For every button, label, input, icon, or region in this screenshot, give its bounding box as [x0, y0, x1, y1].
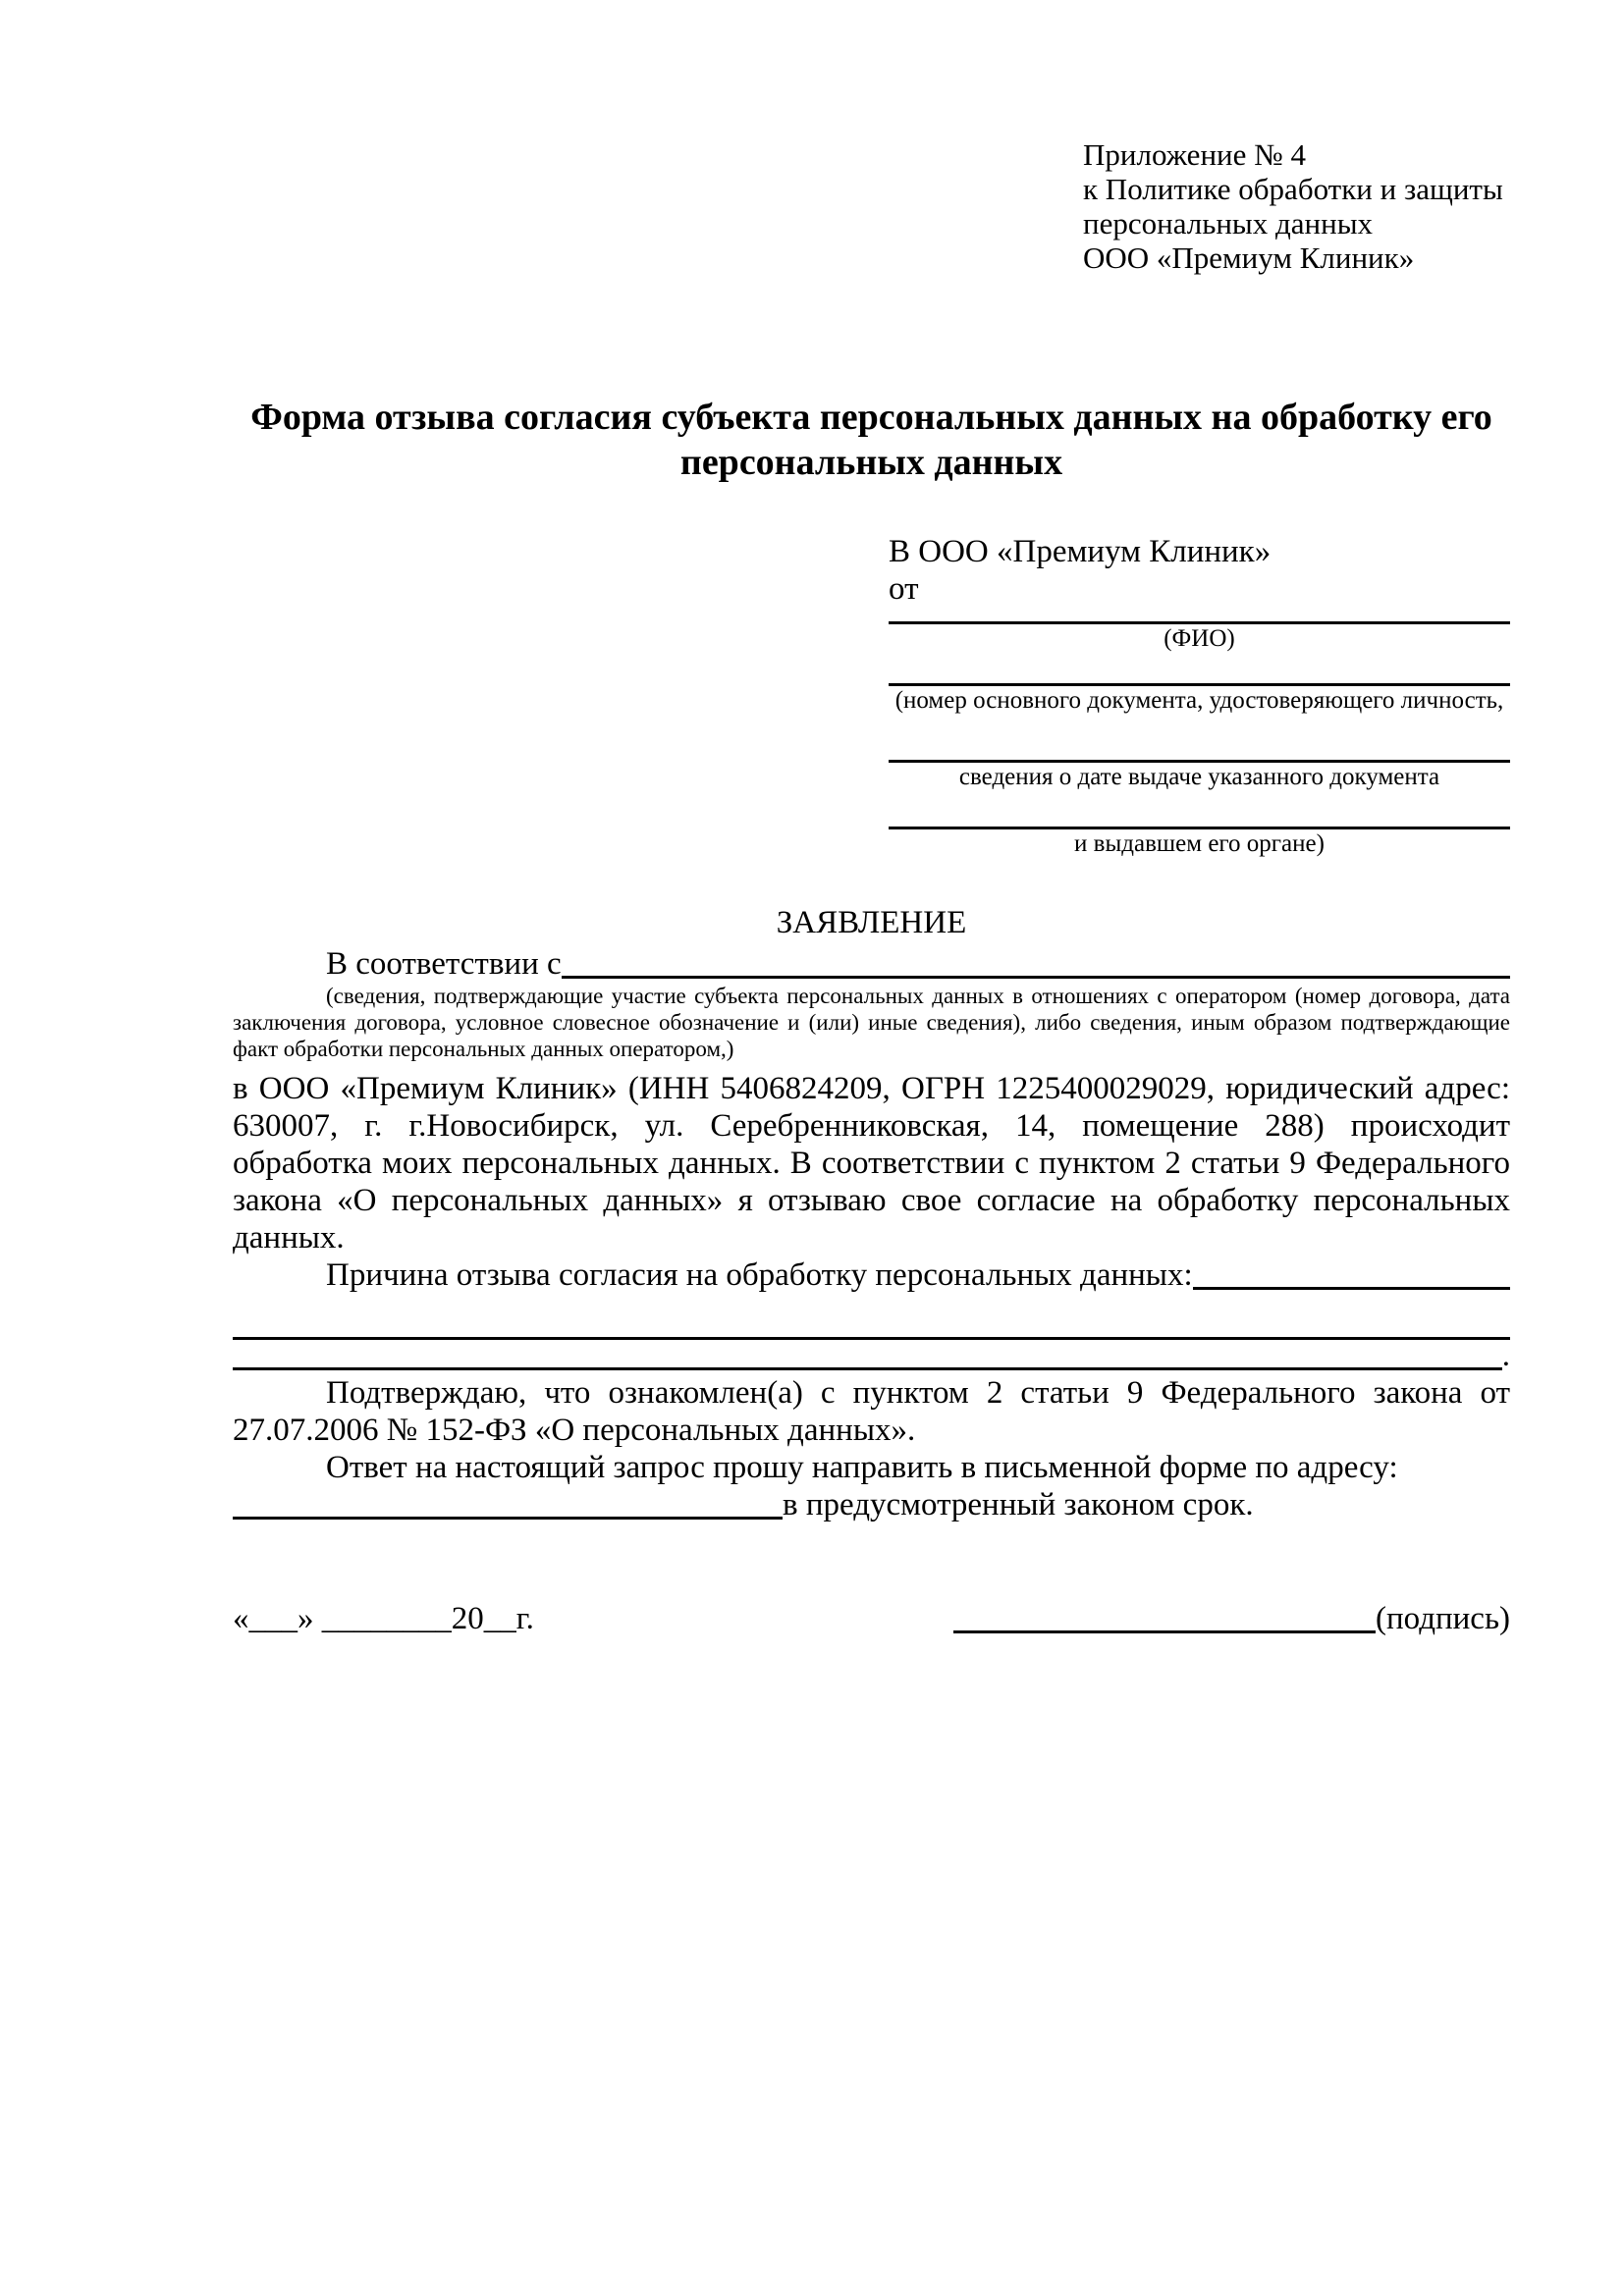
intro-prefix: В соответствии с [326, 946, 562, 982]
signature-caption: (подпись) [1376, 1601, 1510, 1636]
annex-line: Приложение № 4 [1083, 137, 1306, 172]
reason-blank-line-3[interactable] [233, 1337, 1502, 1370]
id-doc-blank-line-1[interactable] [889, 654, 1510, 686]
basis-blank-line[interactable] [562, 945, 1510, 979]
reply-address-blank-line[interactable] [233, 1486, 783, 1520]
confirm-paragraph: Подтверждаю, что ознакомлен(а) с пунктом 2 статьи 9 Федерального закона от 27.07.2006 № 152-ФЗ «О персональных данных». [233, 1375, 1510, 1448]
id-doc-caption-2: сведения о дате выдаче указанного документа [958, 764, 1440, 790]
id-doc-blank-line-3[interactable] [889, 792, 1510, 829]
annex-line: ООО «Премиум Клиник» [1083, 240, 1415, 275]
reply-address-row [233, 1486, 1510, 1523]
addressee-from-label: от [889, 571, 919, 607]
id-doc-blank-line-2[interactable] [889, 716, 1510, 763]
annex-line: персональных данных [1083, 206, 1374, 240]
reason-row [233, 1256, 1510, 1294]
reason-prefix: Причина отзыва согласия на обработку персональных данных: [326, 1257, 1193, 1293]
annex-block [1083, 137, 1510, 275]
reply-request-text: Ответ на настоящий запрос прошу направить в письменной форме по адресу: [326, 1450, 1398, 1485]
date-field[interactable]: «___» ________20__г. [233, 1601, 534, 1636]
addressee-to: В ООО «Премиум Клиник» [889, 534, 1272, 569]
footnote: (сведения, подтверждающие участие субъекта персональных данных в отношениях с оператором (номер договора, дата заключения договора, условное словесное обозначение и (или) иные сведения), либо сведения, иным образом подтверждающие факт обработки персональных данных оператором,) [233, 984, 1510, 1061]
blank-line-terminator: . [1501, 1338, 1510, 1373]
reason-continuation-row-2 [233, 1337, 1510, 1374]
signature-blank-line[interactable] [953, 1600, 1376, 1633]
fio-blank-line[interactable] [889, 608, 1510, 624]
main-paragraph: в ООО «Премиум Клиник» (ИНН 5406824209, ОГРН 1225400029029, юридический адрес: 630007, г. г.Новосибирск, ул. Серебренниковская, 14, помещение 288) происходит обработка моих персональных данных. В соответствии с пунктом 2 статьи 9 Федерального закона «О персональных данных» я отзываю свое согласие на обработку персональных данных. [233, 1071, 1510, 1255]
document-title: Форма отзыва согласия субъекта персональных данных на обработку его персональных данных [250, 397, 1492, 483]
fio-caption: (ФИО) [1164, 625, 1235, 652]
signature-group [953, 1600, 1510, 1637]
reason-blank-line[interactable] [1193, 1256, 1510, 1290]
id-doc-caption-3: и выдавшем его органе) [1074, 830, 1325, 857]
addressee-block [889, 533, 1510, 859]
reply-suffix: в предусмотренный законом срок. [783, 1487, 1254, 1522]
annex-line: к Политике обработки и защиты [1083, 172, 1503, 206]
statement-heading: ЗАЯВЛЕНИЕ [776, 905, 967, 940]
intro-row [233, 945, 1510, 983]
signoff-row [233, 1600, 1510, 1637]
reason-continuation-row-1 [233, 1294, 1510, 1337]
reason-blank-line-2[interactable] [233, 1294, 1510, 1340]
id-doc-caption-1: (номер основного документа, удостоверяющего личность, [894, 687, 1504, 714]
